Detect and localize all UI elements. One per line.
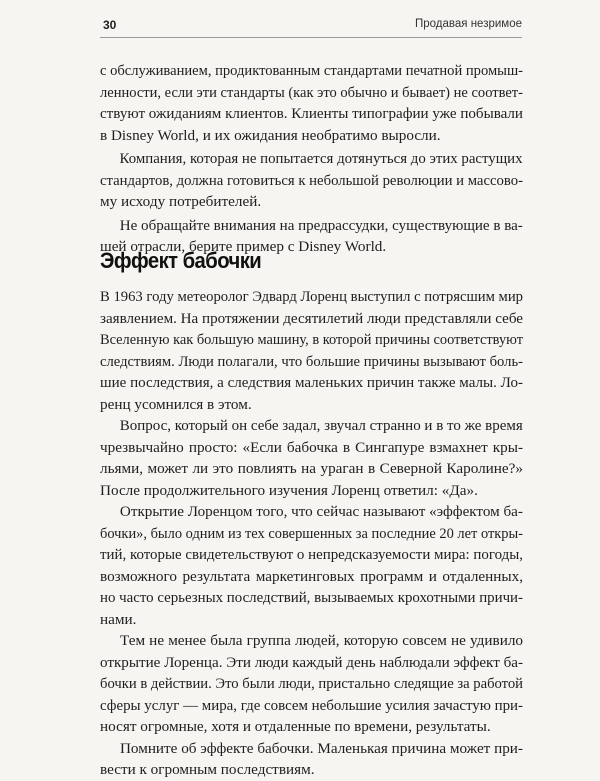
paragraph — [100, 630, 523, 738]
text-line: Компания, которая не попытается дотянуться до этих растущих — [119, 150, 523, 167]
page-header — [0, 0, 600, 40]
text-line: му исходу потребителей. — [100, 193, 262, 210]
text-line: ленности, если эти стандарты (как это обычно и бывает) не соответ- — [100, 83, 523, 101]
text-line: Не обращайте внимания на предрассудки, существующие в ва- — [119, 216, 523, 234]
text-line: бочки», было одним из тех совершенных за последние 20 лет откры- — [100, 524, 523, 542]
paragraph — [100, 415, 523, 501]
section-heading: Эффект бабочки — [100, 248, 262, 273]
text-line: но часто серьезных последствий, вызываемых крохотными причи- — [100, 589, 523, 606]
text-line: вести к огромным последствиям. — [100, 761, 315, 778]
text-line: В 1963 году метеоролог Эдвард Лоренц выступил с потрясшим мир — [100, 288, 523, 305]
text-line: ствуют ожиданиям клиентов. Клиенты типографии уже побывали — [100, 105, 523, 122]
text-line: После продолжительного изучения Лоренц ответил: «Да». — [100, 481, 478, 499]
text-line: бочки в действии. Это были люди, пристально следящие за работой — [100, 675, 523, 692]
text-line: с обслуживанием, продиктованным стандартами печатной промыш- — [100, 62, 523, 79]
paragraph — [100, 286, 523, 415]
page-number: 30 — [103, 18, 117, 32]
text-line: ренц усомнился в этом. — [100, 395, 252, 413]
text-line: носят огромные, хотя и отдаленные по времени, результаты. — [100, 718, 491, 735]
text-line: сферы услуг — мира, где совсем небольшие усилия зачастую при- — [100, 696, 523, 714]
text-line: возможного результата маркетинговых программ и отдаленных, — [100, 567, 523, 585]
paragraph — [100, 501, 523, 630]
text-line: шей отрасли, берите пример с Disney World. — [100, 238, 387, 255]
header-divider — [100, 37, 522, 38]
text-line: в Disney World, и их ожидания необратимо выросли. — [100, 126, 441, 144]
text-line: чрезвычайно просто: «Если бабочка в Сингапуре взмахнет кры- — [100, 438, 523, 456]
section-body — [100, 286, 523, 781]
running-title: Продавая незримое — [415, 18, 522, 30]
text-line: стандартов, должна готовиться к небольшой революции и массово- — [100, 171, 523, 189]
paragraph — [100, 60, 523, 146]
text-line: тий, которые свидетельствуют о непредсказуемости мира: погоды, — [100, 546, 523, 563]
text-line: льями, может ли это повлиять на ураган в Северной Каролине?» — [100, 460, 523, 477]
intro-text — [100, 60, 523, 258]
text-line: Открытие Лоренцом того, что сейчас называют «эффектом ба- — [119, 503, 523, 520]
text-line: Вселенную как большую машину, в которой причины соответствуют — [100, 331, 523, 348]
text-line: шие последствия, а следствия маленьких причин также малы. Ло- — [100, 374, 523, 391]
text-line: Помните об эффекте бабочки. Маленькая причина может при- — [119, 739, 523, 757]
text-line: следствиям. Люди полагали, что большие причины вызывают боль- — [100, 352, 523, 370]
paragraph — [100, 148, 523, 213]
text-line: нами. — [100, 610, 137, 628]
text-line: Тем не менее была группа людей, которую совсем не удивило — [120, 632, 523, 649]
text-line: заявлением. На протяжении десятилетий люди представляли себе — [100, 309, 523, 327]
text-line: открытие Лоренца. Эти люди каждый день наблюдали эффект ба- — [100, 653, 523, 671]
paragraph — [100, 738, 523, 781]
text-line: Вопрос, который он себе задал, звучал странно и в то же время — [119, 417, 523, 434]
